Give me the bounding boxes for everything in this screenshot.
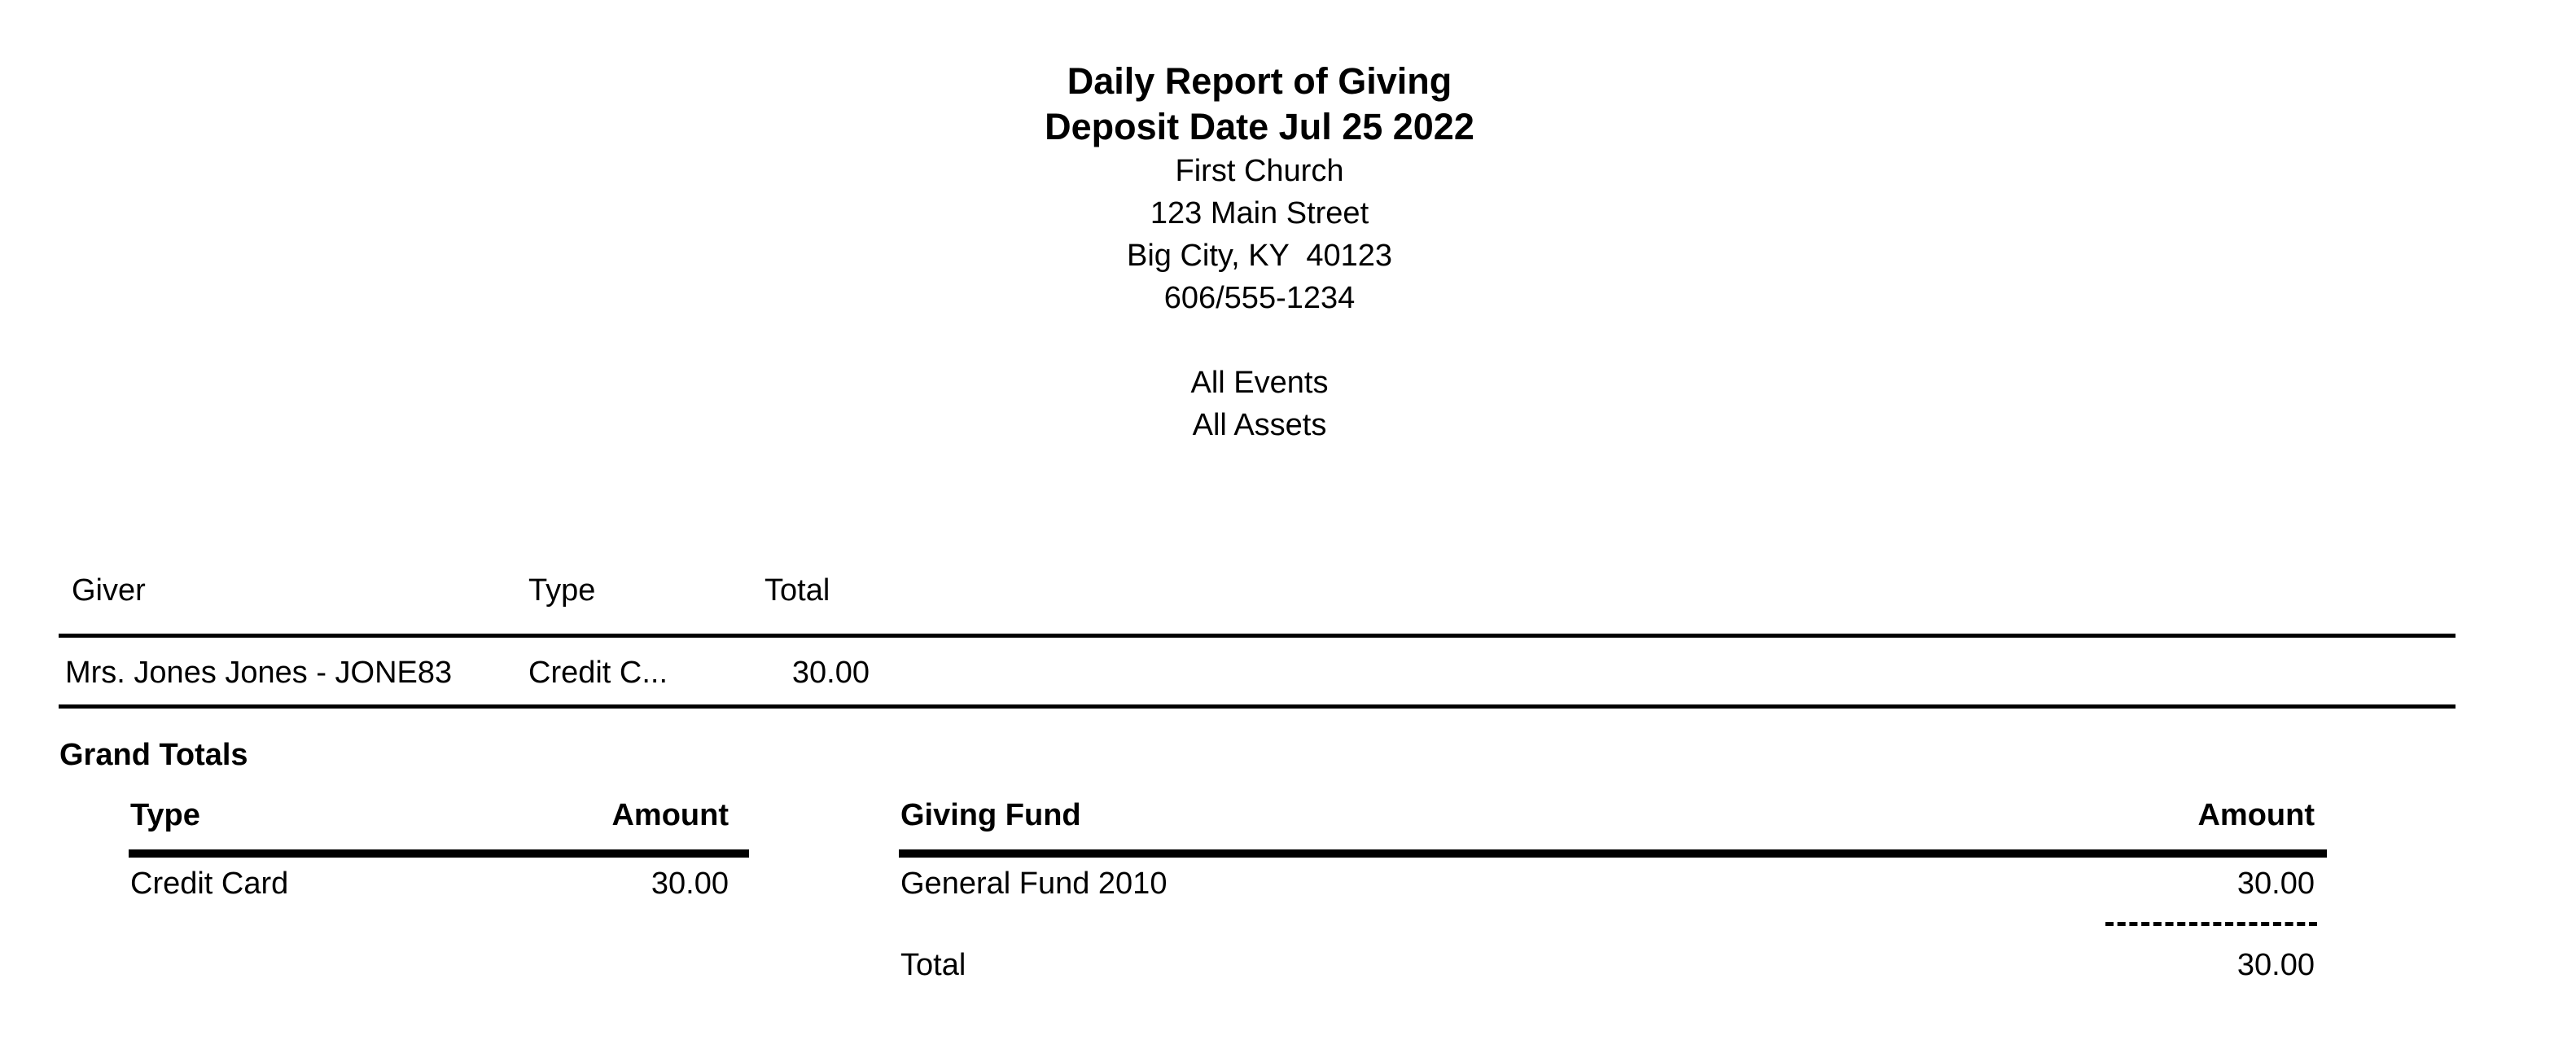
report-header [0, 59, 2519, 446]
church-street: 123 Main Street [1150, 196, 1369, 230]
fund-table-rule [899, 849, 2327, 858]
type-table-rule [129, 849, 749, 858]
header-spacer [0, 319, 2519, 362]
church-name: First Church [1175, 154, 1344, 188]
fund-subtotal-dashed-rule [2105, 922, 2317, 926]
giver-total-cell: 30.00 [791, 656, 870, 690]
givers-footer-rule [59, 704, 2456, 709]
assets-filter-label: All Assets [1192, 408, 1327, 442]
deposit-date-title: Deposit Date Jul 25 2022 [1045, 106, 1474, 147]
fund-total-amount: 30.00 [2236, 948, 2315, 982]
fund-amount-header: Amount [2197, 798, 2315, 832]
grand-totals-heading: Grand Totals [59, 738, 248, 772]
type-column-header: Type [528, 573, 596, 608]
fund-header: Giving Fund [900, 798, 1081, 832]
giver-column-header: Giver [72, 573, 146, 608]
type-cell: Credit Card [130, 867, 289, 901]
church-city-state-zip: Big City, KY 40123 [1126, 239, 1392, 273]
church-phone: 606/555-1234 [1163, 281, 1356, 315]
giver-type-cell: Credit C... [528, 656, 668, 690]
type-amount-header: Amount [611, 798, 729, 832]
events-filter-label: All Events [1190, 366, 1329, 400]
givers-header-rule [59, 634, 2456, 638]
total-column-header: Total [764, 573, 830, 608]
fund-amount-cell: 30.00 [2236, 867, 2315, 901]
type-amount-cell: 30.00 [651, 867, 729, 901]
giver-name-cell: Mrs. Jones Jones - JONE83 [65, 656, 453, 690]
type-header: Type [130, 798, 200, 832]
page-title: Daily Report of Giving [1067, 60, 1452, 102]
fund-cell: General Fund 2010 [900, 867, 1168, 901]
fund-total-label: Total [900, 948, 966, 982]
